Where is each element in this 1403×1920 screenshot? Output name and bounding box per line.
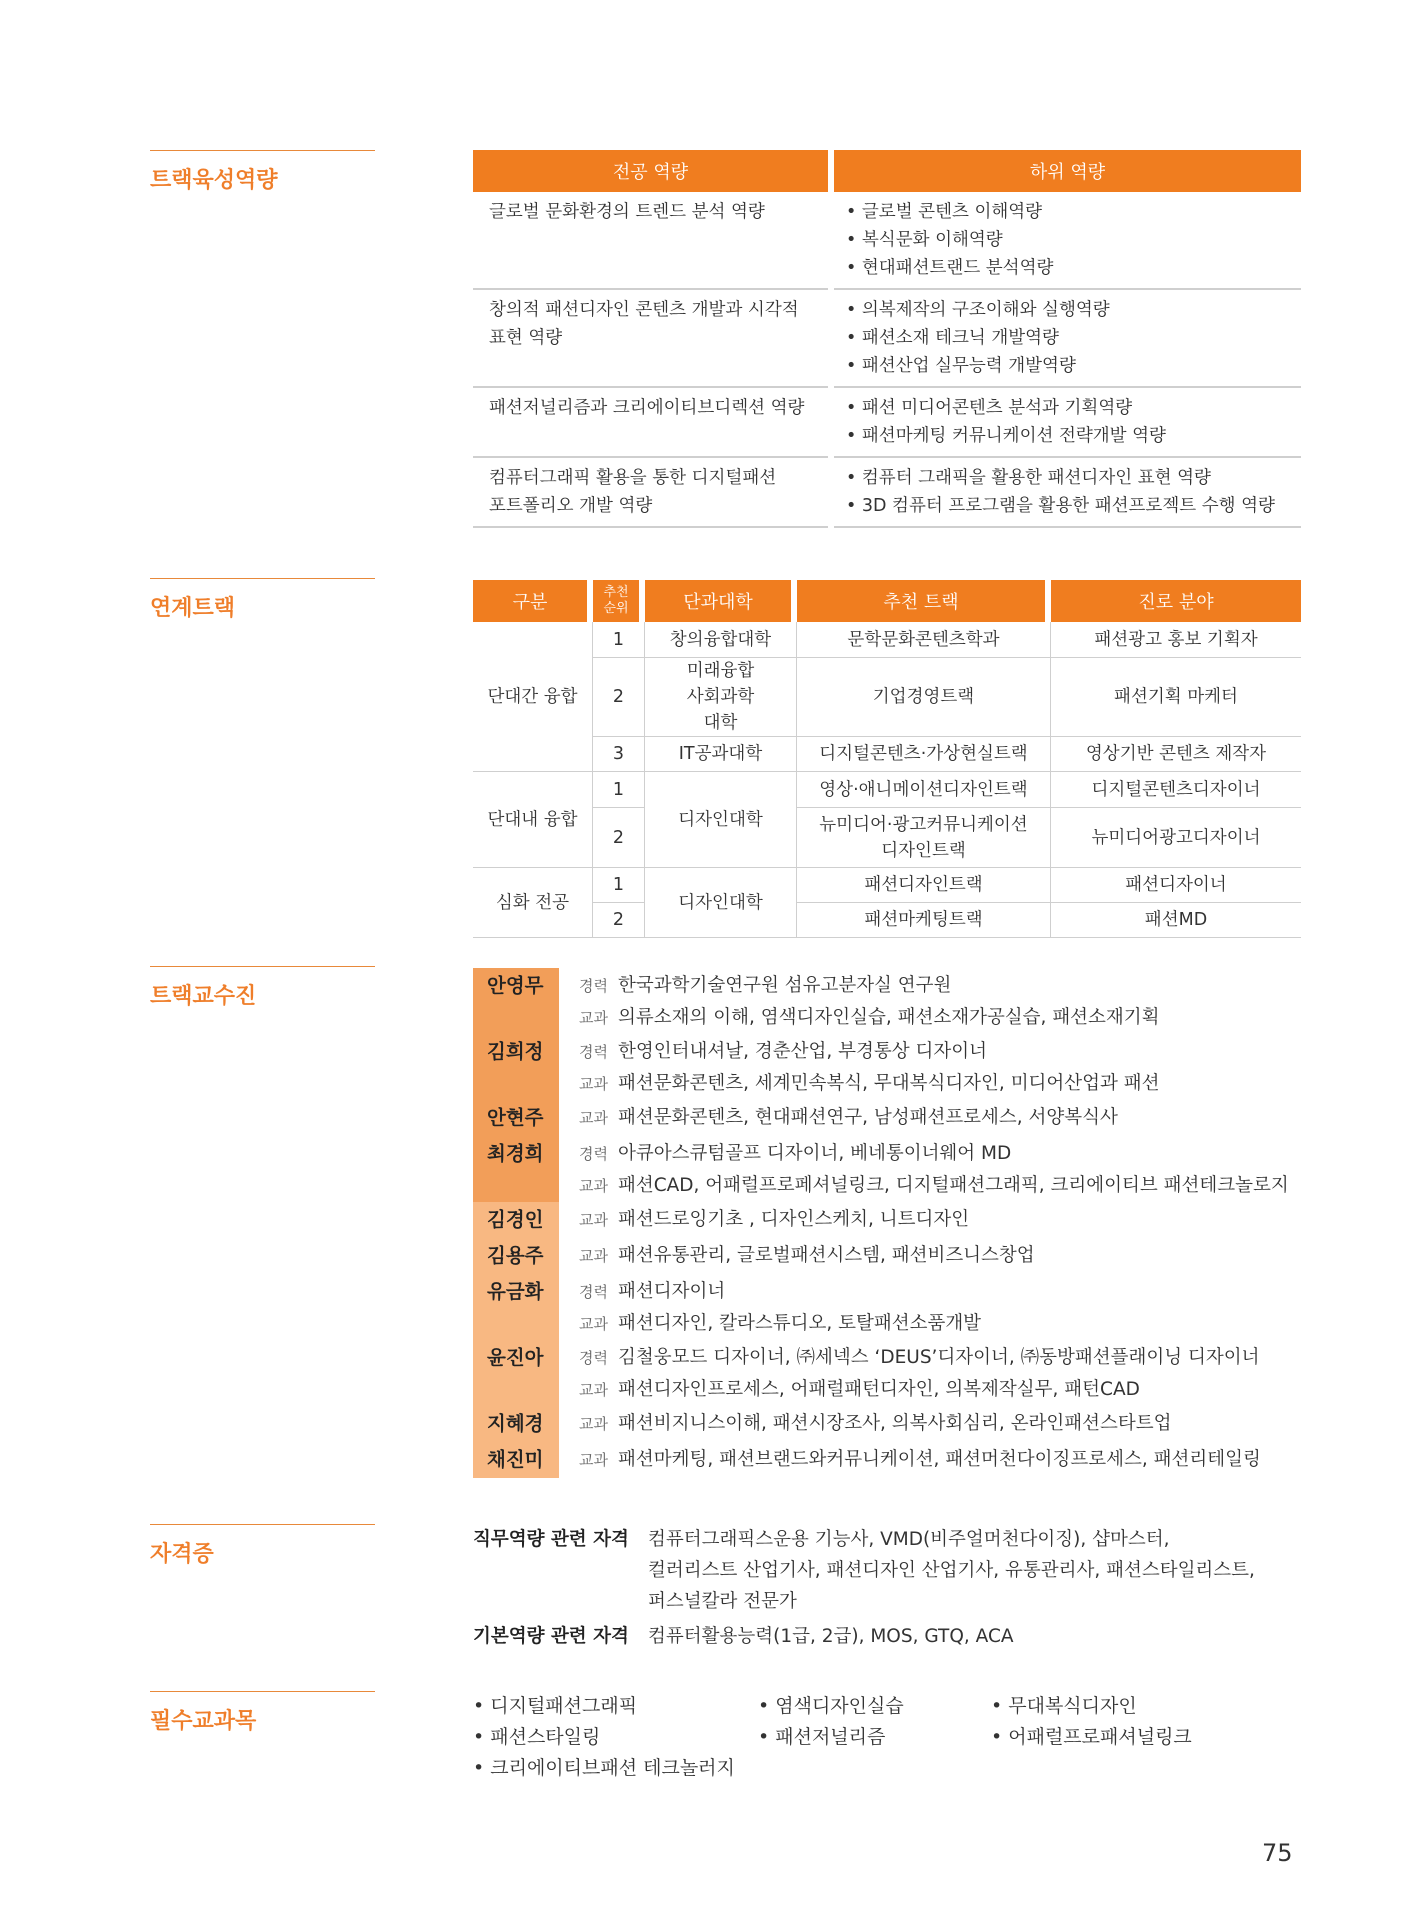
header-rank-line2: 순위 [603,601,629,616]
competency-table [473,150,1301,528]
faculty-course: 패션CAD, 어패럴프로페셔널링크, 디지털패션그래픽, 크리에이티브 패션테크놀로지 [617,1175,1289,1196]
group-name: 심화 전공 [473,868,593,938]
career-cell: 패션MD [1051,903,1301,938]
certificate-line: 컴퓨터활용능력(1급, 2급), MOS, GTQ, ACA [648,1626,1014,1647]
certificate-label: 기본역량 관련 자격 [473,1626,629,1647]
table-row [473,458,1301,528]
faculty-member [473,1442,1313,1478]
faculty-course: 패션비지니스이해, 패션시장조사, 의복사회심리, 온라인패션스타트업 [617,1413,1172,1434]
course-tag: 교과 [579,1381,608,1399]
track-cell: 기업경영트랙 [797,658,1051,737]
faculty-course: 의류소재의 이해, 염색디자인실습, 패션소재가공실습, 패션소재기획 [617,1007,1160,1028]
table-row [473,622,1301,658]
faculty-career: 아큐아스큐텀골프 디자이너, 베네통이너웨어 MD [617,1143,1012,1164]
course-tag: 교과 [579,1109,608,1127]
course-tag: 교과 [579,1451,608,1469]
career-cell: 패션기획 마케터 [1051,658,1301,737]
section-label-required: 필수교과목 [150,1691,375,1735]
major-competency: 창의적 패션디자인 콘텐츠 개발과 시각적 [489,300,799,320]
major-competency: 글로벌 문화환경의 트렌드 분석 역량 [489,202,765,222]
college-cell: IT공과대학 [645,737,797,772]
certificate-label: 직무역량 관련 자격 [473,1529,629,1550]
header-career: 진로 분야 [1051,580,1301,622]
major-competency: 컴퓨터그래픽 활용을 통한 디지털패션 [489,468,777,488]
career-cell: 뉴미디어광고디자이너 [1051,808,1301,868]
faculty-name: 김용주 [473,1238,559,1274]
sub-competency-item: • 컴퓨터 그래픽을 활용한 패션디자인 표현 역량 [846,468,1211,488]
table-row [473,868,1301,903]
page-number: 75 [1262,1839,1293,1867]
career-cell: 디지털콘텐츠디자이너 [1051,772,1301,808]
header-category: 구분 [473,580,593,622]
track-line: 뉴미디어·광고커뮤니케이션 [819,814,1028,835]
certificate-row [473,1524,1255,1617]
faculty-name: 채진미 [473,1442,559,1478]
faculty-name: 지혜경 [473,1406,559,1442]
sub-competency-item: • 패션마케팅 커뮤니케이션 전략개발 역량 [846,426,1166,446]
faculty-name: 유금화 [473,1274,559,1340]
table-row [473,658,1301,737]
faculty-career: 패션디자이너 [617,1281,726,1302]
major-competency: 포트폴리오 개발 역량 [489,496,653,516]
certificate-line: 컴퓨터그래픽스운용 기능사, VMD(비주얼머천다이징), 샵마스터, [648,1529,1170,1550]
section-label-competency: 트랙육성역량 [150,150,375,194]
track-cell: 패션디자인트랙 [797,868,1051,903]
faculty-list [473,968,1313,1478]
faculty-member [473,1100,1313,1136]
rank-cell: 3 [593,737,645,772]
sub-competency-item: • 복식문화 이해역량 [846,230,1003,250]
table-row [473,388,1301,458]
career-tag: 경력 [579,977,608,995]
career-tag: 경력 [579,1349,608,1367]
faculty-member [473,1406,1313,1442]
sub-competency-item: • 글로벌 콘텐츠 이해역량 [846,202,1043,222]
faculty-name: 윤진아 [473,1340,559,1406]
sub-competency-item: • 패션소재 테크닉 개발역량 [846,328,1059,348]
group-name: 단대간 융합 [473,622,593,772]
certificate-line: 컬러리스트 산업기사, 패션디자인 산업기사, 유통관리사, 패션스타일리스트, [648,1560,1255,1581]
course-tag: 교과 [579,1415,608,1433]
header-college: 단과대학 [645,580,797,622]
header-major-competency: 전공 역량 [473,150,828,192]
section-label-certificate: 자격증 [150,1524,375,1568]
track-cell: 문학문화콘텐츠학과 [797,622,1051,658]
track-cell: 영상·애니메이션디자인트랙 [797,772,1051,808]
header-sub-competency: 하위 역량 [834,150,1301,192]
rank-cell: 2 [593,903,645,938]
faculty-name: 최경희 [473,1136,559,1202]
track-line: 디자인트랙 [881,840,966,861]
rank-cell: 1 [593,622,645,658]
linked-track-table [473,580,1301,938]
required-course-item: • 크리에이티브패션 테크놀러지 [473,1757,735,1779]
faculty-member [473,1340,1313,1406]
faculty-member [473,968,1313,1034]
header-rank [593,580,645,622]
faculty-course: 패션유통관리, 글로벌패션시스템, 패션비즈니스창업 [617,1245,1035,1266]
track-cell [797,808,1051,868]
career-tag: 경력 [579,1283,608,1301]
section-label-faculty: 트랙교수진 [150,966,375,1010]
career-cell: 영상기반 콘텐츠 제작자 [1051,737,1301,772]
certificate-line: 퍼스널칼라 전문가 [648,1591,797,1612]
college-cell: 디자인대학 [645,772,797,868]
table-row [473,772,1301,808]
table-row [473,192,1301,290]
header-rank-line1: 추천 [603,585,629,600]
faculty-career: 김철웅모드 디자이너, ㈜세넥스 ‘DEUS’디자이너, ㈜동방패션플래이닝 디자이너 [617,1347,1260,1368]
faculty-course: 패션마케팅, 패션브랜드와커뮤니케이션, 패션머천다이징프로세스, 패션리테일링 [617,1449,1261,1470]
course-tag: 교과 [579,1247,608,1265]
section-label-linked: 연계트랙 [150,578,375,622]
sub-competency-item: • 패션 미디어콘텐츠 분석과 기획역량 [846,398,1133,418]
major-competency: 패션저널리즘과 크리에이티브디렉션 역량 [489,398,805,418]
major-competency: 표현 역량 [489,328,563,348]
certificate-row [473,1621,1014,1652]
table-row [473,808,1301,868]
faculty-name: 안영무 [473,968,559,1034]
sub-competency-item: • 의복제작의 구조이해와 실행역량 [846,300,1110,320]
course-tag: 교과 [579,1177,608,1195]
sub-competency-item: • 3D 컴퓨터 프로그램을 활용한 패션프로젝트 수행 역량 [846,496,1275,516]
required-course-item: • 패션저널리즘 [758,1726,886,1748]
faculty-career: 한국과학기술연구원 섬유고분자실 연구원 [617,975,952,996]
faculty-member [473,1136,1313,1202]
group-name: 단대내 융합 [473,772,593,868]
required-course-item: • 염색디자인실습 [758,1695,904,1717]
faculty-name: 김경인 [473,1202,559,1238]
career-tag: 경력 [579,1145,608,1163]
faculty-member [473,1034,1313,1100]
faculty-course: 패션문화콘텐츠, 세계민속복식, 무대복식디자인, 미디어산업과 패션 [617,1073,1160,1094]
required-course-column [991,1691,1192,1753]
faculty-course: 패션드로잉기초 , 디자인스케치, 니트디자인 [617,1209,970,1230]
faculty-member [473,1274,1313,1340]
career-tag: 경력 [579,1043,608,1061]
rank-cell: 2 [593,808,645,868]
required-course-column [758,1691,904,1753]
course-tag: 교과 [579,1315,608,1333]
career-cell: 패션광고 홍보 기획자 [1051,622,1301,658]
faculty-career: 한영인터내셔날, 경춘산업, 부경통상 디자이너 [617,1041,987,1062]
career-cell: 패션디자이너 [1051,868,1301,903]
sub-competency-item: • 패션산업 실무능력 개발역량 [846,356,1076,376]
course-tag: 교과 [579,1211,608,1229]
required-course-item: • 어패럴프로패셔널링크 [991,1726,1192,1748]
course-tag: 교과 [579,1009,608,1027]
faculty-name: 김희정 [473,1034,559,1100]
rank-cell: 1 [593,868,645,903]
college-cell: 창의융합대학 [645,622,797,658]
college-cell: 미래융합 사회과학대학 [645,658,797,737]
table-row [473,737,1301,772]
required-course-column [473,1691,735,1784]
required-course-item: • 무대복식디자인 [991,1695,1137,1717]
faculty-course: 패션디자인프로세스, 어패럴패턴디자인, 의복제작실무, 패턴CAD [617,1379,1140,1400]
faculty-course: 패션디자인, 칼라스튜디오, 토탈패션소품개발 [617,1313,982,1334]
required-course-item: • 패션스타일링 [473,1726,601,1748]
rank-cell: 1 [593,772,645,808]
faculty-member [473,1238,1313,1274]
college-cell: 디자인대학 [645,868,797,938]
course-tag: 교과 [579,1075,608,1093]
table-row [473,290,1301,388]
faculty-course: 패션문화콘텐츠, 현대패션연구, 남성패션프로세스, 서양복식사 [617,1107,1118,1128]
header-track: 추천 트랙 [797,580,1051,622]
faculty-member [473,1202,1313,1238]
required-course-item: • 디지털패션그래픽 [473,1695,638,1717]
table-row [473,903,1301,938]
sub-competency-item: • 현대패션트랜드 분석역량 [846,258,1054,278]
track-cell: 디지털콘텐츠·가상현실트랙 [797,737,1051,772]
faculty-name: 안현주 [473,1100,559,1136]
track-cell: 패션마케팅트랙 [797,903,1051,938]
rank-cell: 2 [593,658,645,737]
